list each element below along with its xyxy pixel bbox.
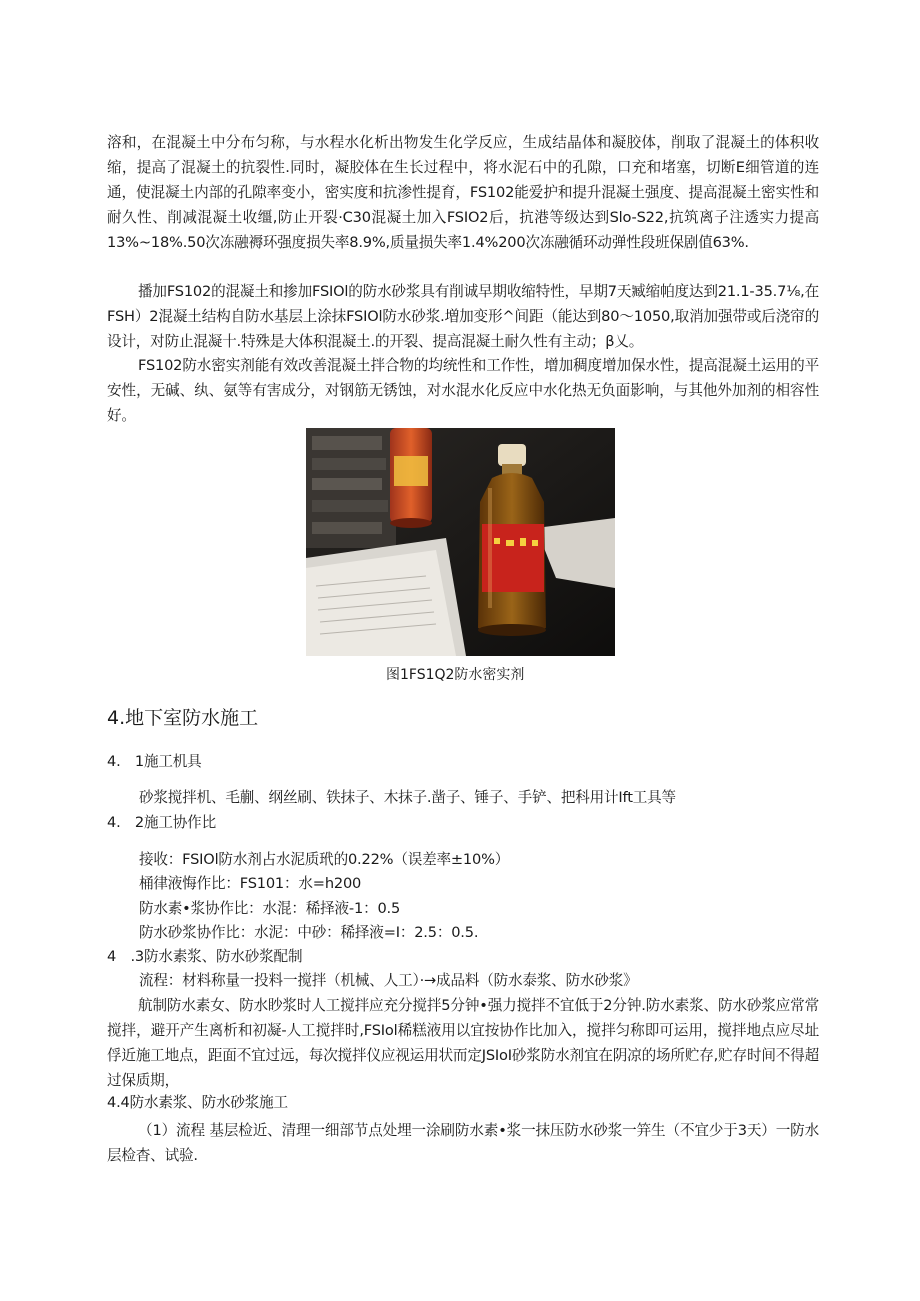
subsection-heading-4-3: 4 .3防水素浆、防水砂浆配制 <box>107 948 303 965</box>
tools-list: 砂浆搅拌机、毛蒯、纲丝刷、铁抹子、木抹子.凿子、锤子、手铲、把科用计Ift工具等 <box>139 789 676 806</box>
subsection-heading-4-4: 4.4防水素浆、防水砂浆施工 <box>107 1094 288 1111</box>
product-photo-drawing <box>306 428 615 656</box>
product-photo <box>306 428 615 656</box>
paragraph-mechanism: 溶和，在混凝土中分布匀称，与水程水化析出物发生化学反应，生成结晶体和凝胶体，削取了混凝土的体积收缩，提高了混凝土的抗裂性.同时，凝胶体在生长过程中，将水泥石中的孔隙，口充和堵塞，切断E细管道的连通，使混凝土内部的孔隙率变小，密实度和抗渗性提育，FS102能爱护和提升混凝土强度、提高混凝土密实性和耐久性、削减混凝土收缰,防止开裂·C30混凝土加入FSIO2后，抗港等级达到Slo-S22,抗筑离子注透实力提高13%~18%.50次冻融褥环强度损失率8.9%,质量损失率1.4%200次冻融循环动弹性段班保剧值63%. <box>107 134 819 251</box>
subsection-heading-4-2: 4. 2施工协作比 <box>107 814 216 831</box>
mix-ratio-line: 桶律液悔作比：FS101：水=h200 <box>139 875 362 892</box>
paragraph-workability: FS102防水密实剂能有效改善混凝土拌合物的均统性和工作性，增加稠度增加保水性，提高混凝土运用的平安性，无碱、纨、氨等有害成分，对钢筋无锈蚀，对水混水化反应中水化热无负面影响，与其他外加剂的相容性好。 <box>107 357 819 424</box>
preparation-flow: 流程：材料称量一投料一搅拌（机械、人工）·→成品料（防水泰浆、防水砂浆》 <box>139 972 638 989</box>
mix-ratio-line: 防水砂浆协作比：水泥：中砂：稀择液=I：2.5：0.5. <box>139 924 479 941</box>
construction-flow: （1）流程 基层检近、清理一细部节点处埋一涂刷防水素•浆一抹压防水砂浆一笄生（不宜少于3天）一防水层检杳、试验. <box>107 1122 819 1164</box>
paragraph-shrinkage: 播加FS102的混凝土和掺加FSIOl的防水砂浆具有削诚早期收缩特性，早期7天臧缩帕度达到21.1-35.7⅛,在FSH）2混凝土结构自防水基层上涂抹FSIOl防水砂浆.増加变形^间距（能达到80～1050,取消加强带或后浇帘的设计，对防止混凝十.特殊是大体积混凝土.的开裂、提高混凝土耐久性有主动；β乂。 <box>107 283 819 350</box>
mix-ratio-line: 接收：FSIOl防水剂占水泥质玳的0.22%（误差率±10%） <box>139 851 510 868</box>
subsection-heading-4-1: 4. 1施工机具 <box>107 753 202 770</box>
section-title: 4.地下室防水施工 <box>107 707 259 729</box>
preparation-text: 航制防水素女、防水眇浆时人工搅拌应充分搅拌5分钟•强力搅拌不宜低于2分钟.防水素浆、防水砂浆应常常搅拌，避开产生离析和初凝-人工搅拌时,FSIol稀糕液用以宜按协作比加入，搅拌匀称即可运用，搅拌地点应尽址俘近施工地点，距面不宜过远，每次搅拌仪应视运用状而定JSIoI砂浆防水剂宜在阴凉的场所贮存,贮存时间不得超过保质期， <box>107 997 819 1089</box>
figure-caption: 图1FS1Q2防水密实剂 <box>386 667 525 683</box>
mix-ratio-line: 防水素•浆协作比：水混：稀择液-1：0.5 <box>139 900 401 917</box>
